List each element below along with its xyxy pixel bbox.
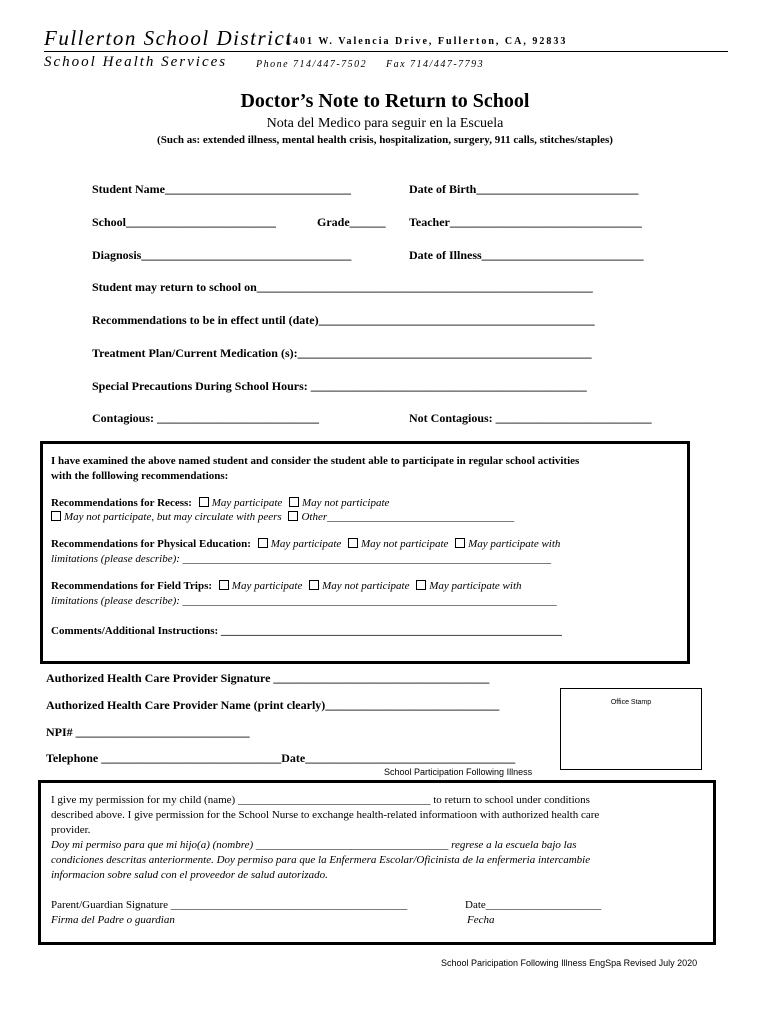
field-trips-label: Recommendations for Field Trips: — [51, 580, 213, 592]
trips-may-participate-label: May participate — [231, 580, 303, 592]
district-address: 1401 W. Valencia Drive, Fullerton, CA, 92833 — [286, 36, 568, 47]
permission-line3: provider. — [51, 824, 91, 836]
recess-may-participate-checkbox[interactable] — [199, 497, 209, 507]
page-subtitle: Nota del Medico para seguir en la Escuela — [266, 116, 504, 131]
permission-line2: described above. I give permission for the School Nurse to exchange health-related informatioon with authorized health care — [51, 809, 600, 821]
permission-es-line2: condiciones descritas anteriormente. Doy permiso para que la Enfermera Escolar/Oficinista de la enfermeria intercambie — [51, 854, 591, 866]
contagious-field[interactable]: Contagious: ___________________________ — [92, 411, 320, 425]
pe-limitations-field[interactable]: limitations (please describe): ___________________________________________________________________ — [51, 553, 552, 565]
date-of-illness-field[interactable]: Date of Illness___________________________ — [409, 248, 644, 262]
office-stamp-label: Office Stamp — [610, 699, 652, 706]
permission-line1: I give my permission for my child (name) ___________________________________ to return to school under conditions — [51, 794, 590, 806]
npi-field[interactable]: NPI# _____________________________ — [46, 725, 250, 739]
parent-date-field[interactable]: Date_____________________ — [465, 899, 602, 911]
pe-with-limitations-checkbox[interactable] — [455, 538, 465, 548]
recess-other-checkbox[interactable] — [288, 511, 298, 521]
provider-signature-field[interactable]: Authorized Health Care Provider Signature ____________________________________ — [46, 671, 490, 685]
exam-intro-line2: with the folllowing recommendations: — [51, 470, 229, 482]
district-name: Fullerton School District — [44, 26, 293, 50]
recess-label: Recommendations for Recess: — [51, 497, 192, 509]
recess-may-not-participate-checkbox[interactable] — [289, 497, 299, 507]
recess-other-field[interactable]: Other__________________________________ — [301, 511, 515, 523]
parent-signature-field[interactable]: Parent/Guardian Signature ___________________________________________ — [51, 899, 408, 911]
not-contagious-field[interactable]: Not Contagious: __________________________ — [409, 411, 652, 425]
recommendations-until-field[interactable]: Recommendations to be in effect until (date)______________________________________________ — [92, 313, 595, 327]
provider-name-field[interactable]: Authorized Health Care Provider Name (print clearly)_____________________________ — [46, 698, 500, 712]
comments-field[interactable]: Comments/Additional Instructions: ______________________________________________________________ — [51, 625, 562, 637]
trips-may-not-participate-label: May not participate — [322, 580, 410, 592]
trips-with-limitations-label: May participate with — [429, 580, 522, 592]
exam-intro-line1: I have examined the above named student and consider the student able to participate in regular school activities — [51, 455, 580, 467]
permission-es-line3: informacion sobre salud con el proveedor de salud autorizado. — [51, 869, 328, 881]
trips-limitations-field[interactable]: limitations (please describe): ____________________________________________________________________ — [51, 595, 557, 607]
recess-circulate-checkbox[interactable] — [51, 511, 61, 521]
page-title: Doctor’s Note to Return to School — [240, 90, 530, 112]
special-precautions-field[interactable]: Special Precautions During School Hours: ______________________________________________ — [92, 379, 587, 393]
parent-signature-es-label: Firma del Padre o guardian — [51, 914, 175, 926]
pe-may-not-participate-label: May not participate — [361, 538, 449, 550]
footer-revision: School Paricipation Following Illness EngSpa Revised July 2020 — [441, 958, 698, 968]
trips-with-limitations-checkbox[interactable] — [416, 580, 426, 590]
trips-may-participate-checkbox[interactable] — [219, 580, 229, 590]
header-rule — [44, 51, 728, 52]
examples-note: (Such as: extended illness, mental health crisis, hospitalization, surgery, 911 calls, stitches/staples) — [157, 134, 613, 146]
recess-circulate-label: May not participate, but may circulate with peers — [64, 511, 282, 523]
section-caption: School Participation Following Illness — [384, 767, 533, 777]
recess-may-participate-label: May participate — [211, 497, 283, 509]
recess-may-not-participate-label: May not participate — [302, 497, 390, 509]
trips-may-not-participate-checkbox[interactable] — [309, 580, 319, 590]
parent-date-es-label: Fecha — [467, 914, 495, 926]
telephone-date-field[interactable]: Telephone ______________________________Date___________________________________ — [46, 751, 516, 765]
pe-with-limitations-label: May participate with — [468, 538, 561, 550]
grade-field[interactable]: Grade______ — [317, 215, 386, 229]
phone-number: Phone 714/447-7502 — [256, 59, 368, 70]
recess-row-2 — [51, 511, 514, 523]
return-date-field[interactable]: Student may return to school on________________________________________________________ — [92, 280, 593, 294]
pe-row — [51, 538, 560, 550]
pe-may-participate-label: May participate — [270, 538, 342, 550]
treatment-plan-field[interactable]: Treatment Plan/Current Medication (s):_________________________________________________ — [92, 346, 592, 360]
student-name-field[interactable]: Student Name_______________________________ — [92, 182, 352, 196]
department-name: School Health Services — [44, 54, 228, 70]
pe-label: Recommendations for Physical Education: — [51, 538, 251, 550]
pe-may-not-participate-checkbox[interactable] — [348, 538, 358, 548]
diagnosis-field[interactable]: Diagnosis___________________________________ — [92, 248, 352, 262]
teacher-field[interactable]: Teacher________________________________ — [409, 215, 642, 229]
pe-may-participate-checkbox[interactable] — [258, 538, 268, 548]
permission-es-line1: Doy mi permiso para que mi hijo(a) (nombre) ___________________________________ regrese a la escuela bajo las — [51, 839, 577, 851]
recess-row — [51, 497, 389, 509]
fax-number: Fax 714/447-7793 — [386, 59, 485, 70]
date-of-birth-field[interactable]: Date of Birth___________________________ — [409, 182, 639, 196]
school-field[interactable]: School_________________________ — [92, 215, 277, 229]
field-trips-row — [51, 580, 522, 592]
